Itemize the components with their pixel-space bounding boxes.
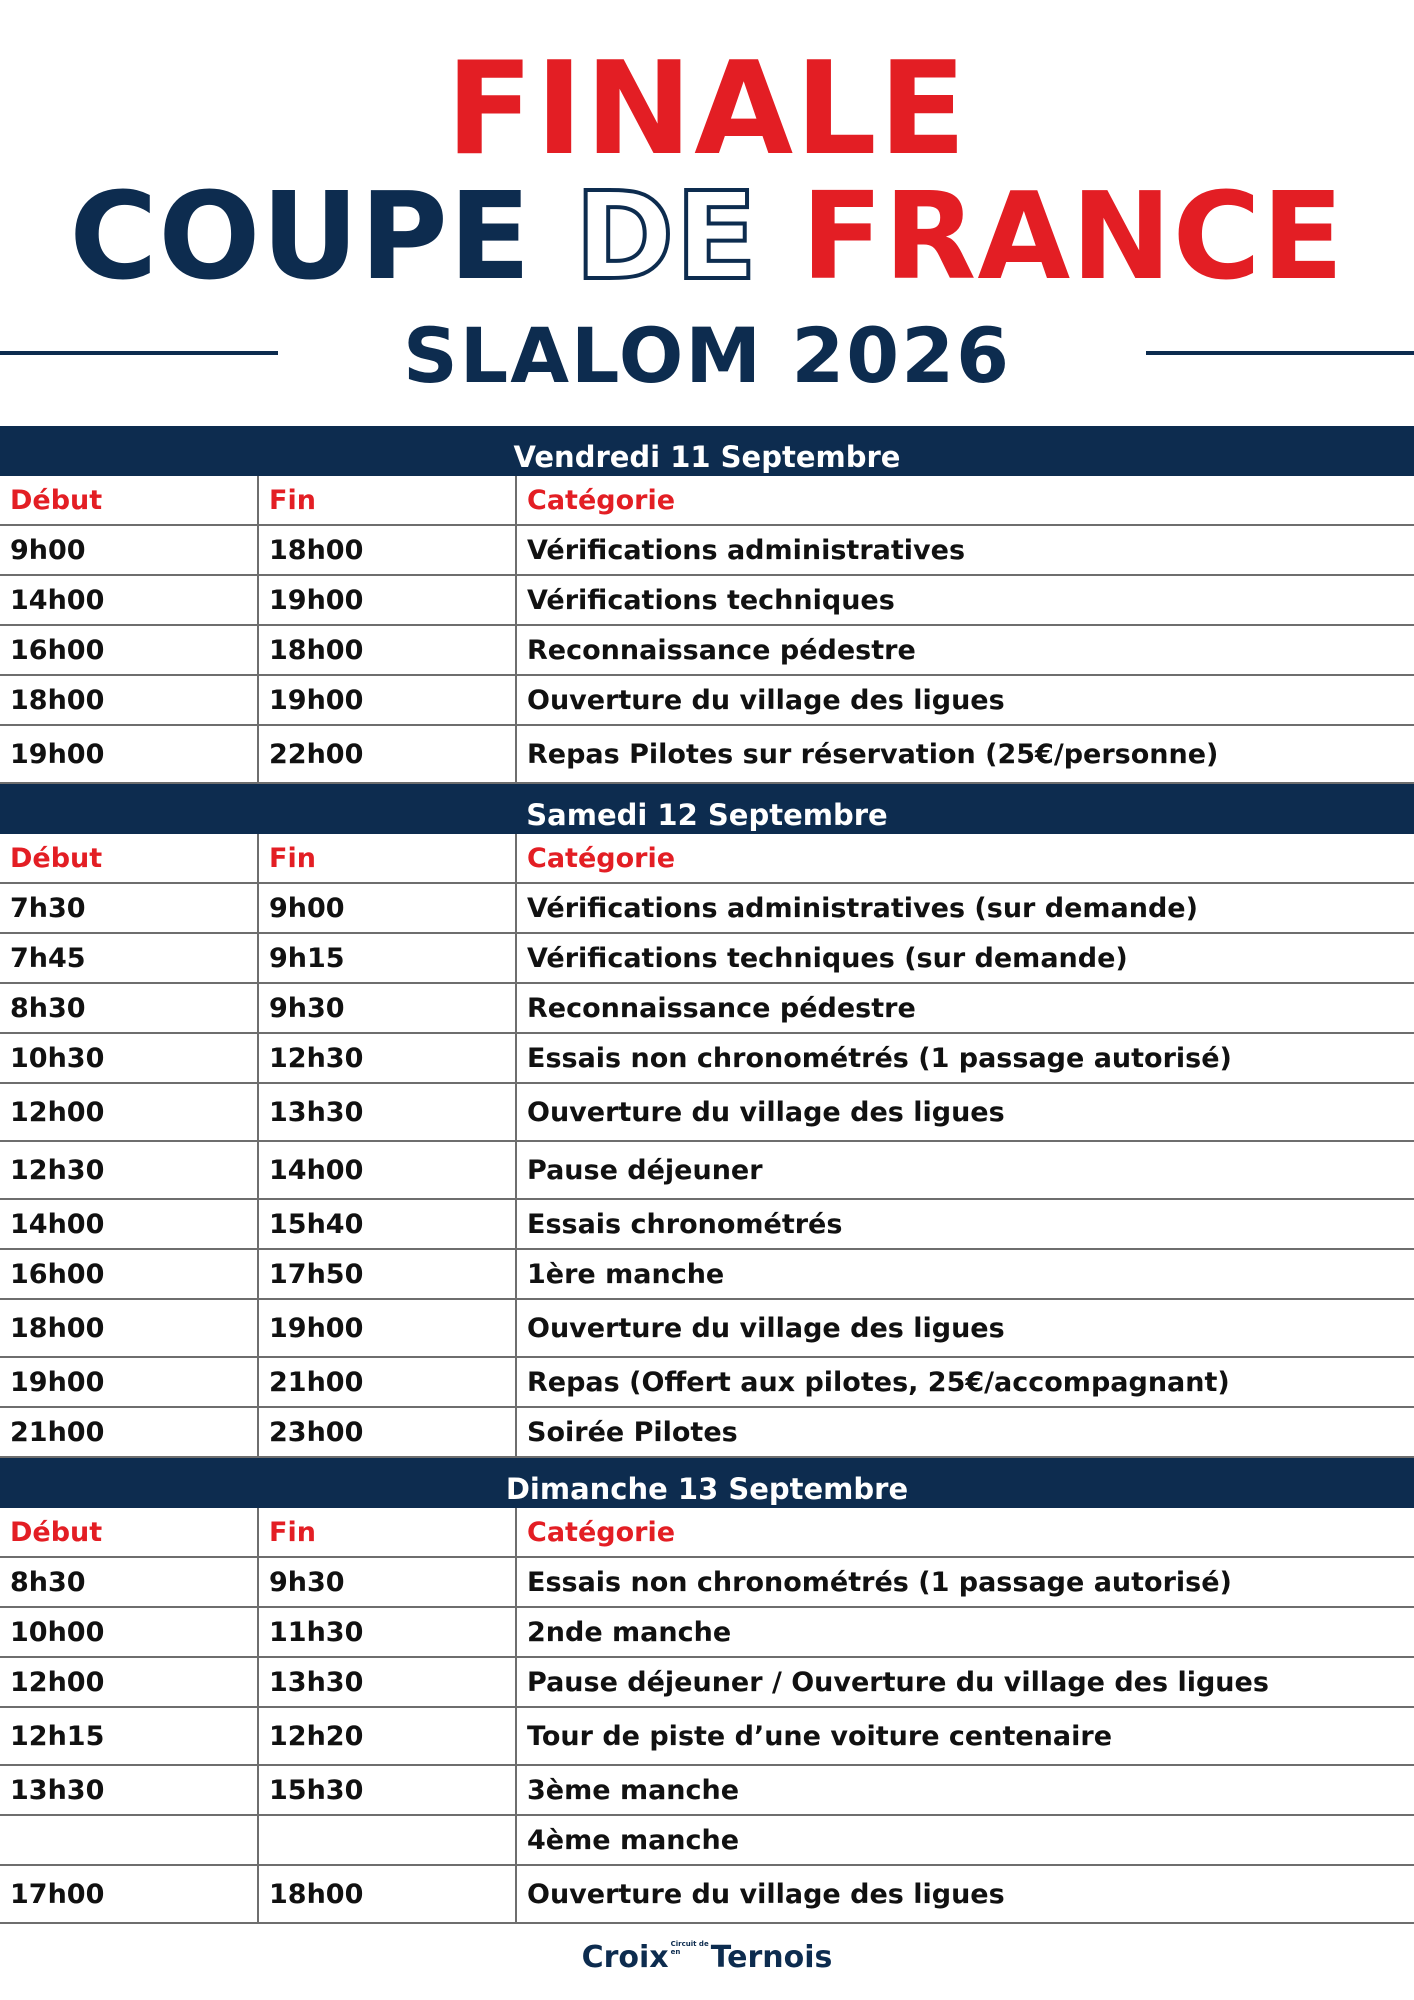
cell-fin: 9h15: [259, 934, 517, 982]
cell-debut: 19h00: [0, 1358, 259, 1406]
cell-categorie: Ouverture du village des ligues: [527, 1878, 1005, 1910]
cell-categorie: 2nde manche: [527, 1616, 732, 1648]
cell-fin: 15h40: [259, 1200, 517, 1248]
cell-categorie: Tour de piste d’une voiture centenaire: [527, 1720, 1113, 1752]
cell-categorie: Ouverture du village des ligues: [527, 1312, 1005, 1344]
column-header-fin: Fin: [259, 1508, 517, 1556]
table-row: [0, 576, 1414, 626]
table-row: [0, 934, 1414, 984]
cell-categorie: Ouverture du village des ligues: [527, 684, 1005, 716]
table-row: [0, 1200, 1414, 1250]
cell-debut: 12h15: [0, 1708, 259, 1764]
table-row: [0, 1408, 1414, 1458]
cell-categorie: Vérifications administratives: [527, 534, 966, 566]
cell-categorie: Essais non chronométrés (1 passage autorisé): [527, 1566, 1232, 1598]
table-row: [0, 1300, 1414, 1358]
column-header-row: [0, 476, 1414, 526]
cell-categorie: Soirée Pilotes: [527, 1416, 738, 1448]
cell-debut: 8h30: [0, 1558, 259, 1606]
column-header-debut: Début: [0, 1508, 259, 1556]
table-row: [0, 1816, 1414, 1866]
cell-fin: 11h30: [259, 1608, 517, 1656]
title-de: DE: [574, 168, 759, 307]
cell-fin: 22h00: [259, 726, 517, 782]
table-row: [0, 626, 1414, 676]
cell-fin: 19h00: [259, 576, 517, 624]
cell-debut: 12h00: [0, 1084, 259, 1140]
cell-debut: 8h30: [0, 984, 259, 1032]
cell-fin: 13h30: [259, 1084, 517, 1140]
table-row: [0, 1658, 1414, 1708]
table-row: [0, 526, 1414, 576]
column-header-row: [0, 1508, 1414, 1558]
table-row: [0, 1766, 1414, 1816]
title-finale: FINALE: [445, 35, 969, 184]
cell-fin: 12h20: [259, 1708, 517, 1764]
cell-fin: 12h30: [259, 1034, 517, 1082]
cell-fin: 19h00: [259, 1300, 517, 1356]
column-header-categorie: Catégorie: [527, 1516, 676, 1548]
cell-fin: 14h00: [259, 1142, 517, 1198]
cell-categorie: Essais non chronométrés (1 passage autorisé): [527, 1042, 1232, 1074]
cell-debut: 7h45: [0, 934, 259, 982]
cell-categorie: Repas Pilotes sur réservation (25€/personne): [527, 738, 1219, 770]
cell-fin: 19h00: [259, 676, 517, 724]
cell-debut: 13h30: [0, 1766, 259, 1814]
title-france: FRANCE: [800, 168, 1345, 307]
column-header-debut: Début: [0, 476, 259, 524]
column-header-row: [0, 834, 1414, 884]
cell-categorie: Vérifications techniques: [527, 584, 895, 616]
cell-debut: 10h00: [0, 1608, 259, 1656]
table-row: [0, 726, 1414, 784]
column-header-fin: Fin: [259, 834, 517, 882]
cell-debut: 19h00: [0, 726, 259, 782]
table-row: [0, 884, 1414, 934]
cell-debut: 10h30: [0, 1034, 259, 1082]
cell-categorie: Essais chronométrés: [527, 1208, 843, 1240]
cell-fin: 17h50: [259, 1250, 517, 1298]
cell-fin: 18h00: [259, 526, 517, 574]
logo-ternois: Ternois: [710, 1940, 833, 1975]
logo-croix: Croix: [581, 1940, 669, 1975]
table-row: [0, 1866, 1414, 1924]
cell-categorie: Pause déjeuner: [527, 1154, 763, 1186]
column-header-categorie: Catégorie: [527, 842, 676, 874]
title-coupe: COUPE: [69, 168, 532, 307]
title-slalom: SLALOM 2026: [403, 311, 1011, 400]
table-row: [0, 1708, 1414, 1766]
cell-fin: 13h30: [259, 1658, 517, 1706]
cell-debut: 9h00: [0, 526, 259, 574]
table-row: [0, 676, 1414, 726]
column-header-debut: Début: [0, 834, 259, 882]
cell-categorie: Pause déjeuner / Ouverture du village des ligues: [527, 1666, 1269, 1698]
cell-debut: 12h00: [0, 1658, 259, 1706]
cell-categorie: Reconnaissance pédestre: [527, 992, 916, 1024]
schedule-table: [0, 426, 1414, 1924]
cell-categorie: 3ème manche: [527, 1774, 740, 1806]
cell-debut: [0, 1816, 259, 1864]
cell-debut: 18h00: [0, 676, 259, 724]
cell-fin: 9h30: [259, 1558, 517, 1606]
cell-fin: 9h30: [259, 984, 517, 1032]
cell-debut: 14h00: [0, 1200, 259, 1248]
day-header-dimanche: Dimanche 13 Septembre: [0, 1458, 1414, 1508]
table-row: [0, 1250, 1414, 1300]
cell-categorie: 1ère manche: [527, 1258, 725, 1290]
cell-fin: 18h00: [259, 626, 517, 674]
cell-fin: 23h00: [259, 1408, 517, 1456]
day-header-samedi: Samedi 12 Septembre: [0, 784, 1414, 834]
logo-small-1: Circuit de: [670, 1940, 709, 1948]
cell-debut: 16h00: [0, 1250, 259, 1298]
cell-debut: 18h00: [0, 1300, 259, 1356]
cell-fin: [259, 1816, 517, 1864]
cell-debut: 7h30: [0, 884, 259, 932]
cell-categorie: Vérifications techniques (sur demande): [527, 942, 1128, 974]
cell-categorie: Repas (Offert aux pilotes, 25€/accompagnant): [527, 1366, 1230, 1398]
title-coupe-de-france: [0, 168, 1414, 308]
table-row: [0, 1034, 1414, 1084]
title-rule-right: [1146, 351, 1414, 355]
cell-fin: 21h00: [259, 1358, 517, 1406]
table-row: [0, 1608, 1414, 1658]
table-row: [0, 984, 1414, 1034]
table-row: [0, 1558, 1414, 1608]
table-row: [0, 1358, 1414, 1408]
cell-categorie: 4ème manche: [527, 1824, 740, 1856]
logo-small-text: [671, 1940, 709, 1956]
cell-debut: 14h00: [0, 576, 259, 624]
cell-debut: 12h30: [0, 1142, 259, 1198]
column-header-fin: Fin: [259, 476, 517, 524]
cell-debut: 17h00: [0, 1866, 259, 1922]
cell-fin: 18h00: [259, 1866, 517, 1922]
cell-debut: 21h00: [0, 1408, 259, 1456]
cell-fin: 9h00: [259, 884, 517, 932]
footer-logo: [0, 1940, 1414, 1975]
table-row: [0, 1142, 1414, 1200]
table-row: [0, 1084, 1414, 1142]
cell-categorie: Ouverture du village des ligues: [527, 1096, 1005, 1128]
day-header-vendredi: Vendredi 11 Septembre: [0, 426, 1414, 476]
logo-small-2: en: [670, 1948, 681, 1956]
cell-categorie: Reconnaissance pédestre: [527, 634, 916, 666]
cell-debut: 16h00: [0, 626, 259, 674]
column-header-categorie: Catégorie: [527, 484, 676, 516]
cell-fin: 15h30: [259, 1766, 517, 1814]
cell-categorie: Vérifications administratives (sur demande): [527, 892, 1198, 924]
